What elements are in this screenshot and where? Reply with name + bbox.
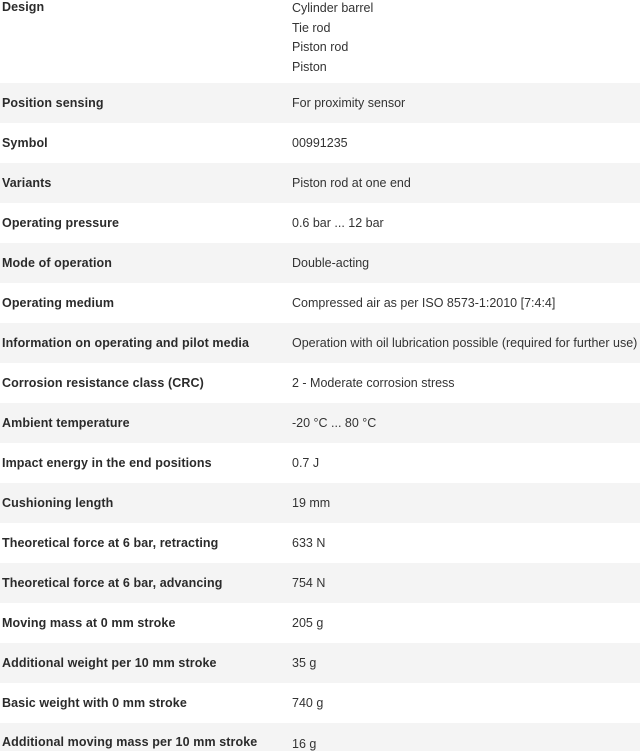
- row-value: 19 mm: [292, 496, 331, 510]
- table-row: [0, 443, 640, 483]
- design-value-line: Piston rod: [292, 40, 349, 54]
- row-label: Impact energy in the end positions: [2, 456, 212, 470]
- row-value: 633 N: [292, 536, 326, 550]
- table-row: [0, 723, 640, 751]
- table-row: [0, 123, 640, 163]
- row-label: Moving mass at 0 mm stroke: [2, 616, 176, 630]
- table-row: [0, 323, 640, 363]
- row-label: Information on operating and pilot media: [2, 336, 250, 350]
- table-row: [0, 643, 640, 683]
- table-row: [0, 603, 640, 643]
- row-label: Additional weight per 10 mm stroke: [2, 656, 217, 670]
- row-value: 0.6 bar ... 12 bar: [292, 216, 384, 230]
- table-row: [0, 243, 640, 283]
- row-label: Corrosion resistance class (CRC): [2, 376, 204, 390]
- row-value: Double-acting: [292, 256, 370, 270]
- row-label: Theoretical force at 6 bar, retracting: [2, 536, 219, 550]
- row-value: 00991235: [292, 136, 348, 150]
- design-values: [292, 0, 373, 78]
- row-label: Position sensing: [2, 96, 104, 110]
- row-label: Operating medium: [2, 296, 115, 310]
- row-value: 0.7 J: [292, 456, 320, 470]
- row-value: For proximity sensor: [292, 96, 406, 110]
- row-value: 16 g: [292, 737, 317, 751]
- row-label: Ambient temperature: [2, 416, 130, 430]
- row-label: Additional moving mass per 10 mm stroke: [2, 735, 258, 749]
- table-row: [0, 523, 640, 563]
- row-value: Piston rod at one end: [292, 176, 411, 190]
- row-label: Design: [2, 0, 45, 14]
- table-row: [0, 403, 640, 443]
- row-label: Basic weight with 0 mm stroke: [2, 696, 187, 710]
- row-value: 205 g: [292, 616, 324, 630]
- row-label: Variants: [2, 176, 52, 190]
- row-value: -20 °C ... 80 °C: [292, 416, 377, 430]
- row-label: Mode of operation: [2, 256, 113, 270]
- table-row: [0, 363, 640, 403]
- row-value: 740 g: [292, 696, 324, 710]
- row-label: Operating pressure: [2, 216, 120, 230]
- row-value: 2 - Moderate corrosion stress: [292, 376, 455, 390]
- table-row: [0, 163, 640, 203]
- table-row: [0, 203, 640, 243]
- row-value: Operation with oil lubrication possible (required for further use): [292, 336, 638, 350]
- design-value-line: Tie rod: [292, 20, 331, 35]
- table-row-design: [0, 0, 640, 83]
- row-label: Symbol: [2, 136, 48, 150]
- design-value-line: Cylinder barrel: [292, 1, 374, 15]
- row-value: 35 g: [292, 656, 317, 670]
- table-row: [0, 83, 640, 123]
- design-value-line: Piston: [292, 59, 327, 74]
- table-row: [0, 683, 640, 723]
- table-row: [0, 563, 640, 603]
- row-label: Cushioning length: [2, 496, 114, 510]
- table-row: [0, 283, 640, 323]
- row-value: Compressed air as per ISO 8573-1:2010 [7:4:4]: [292, 296, 556, 310]
- row-value: 754 N: [292, 576, 326, 590]
- row-label: Theoretical force at 6 bar, advancing: [2, 576, 223, 590]
- table-row: [0, 483, 640, 523]
